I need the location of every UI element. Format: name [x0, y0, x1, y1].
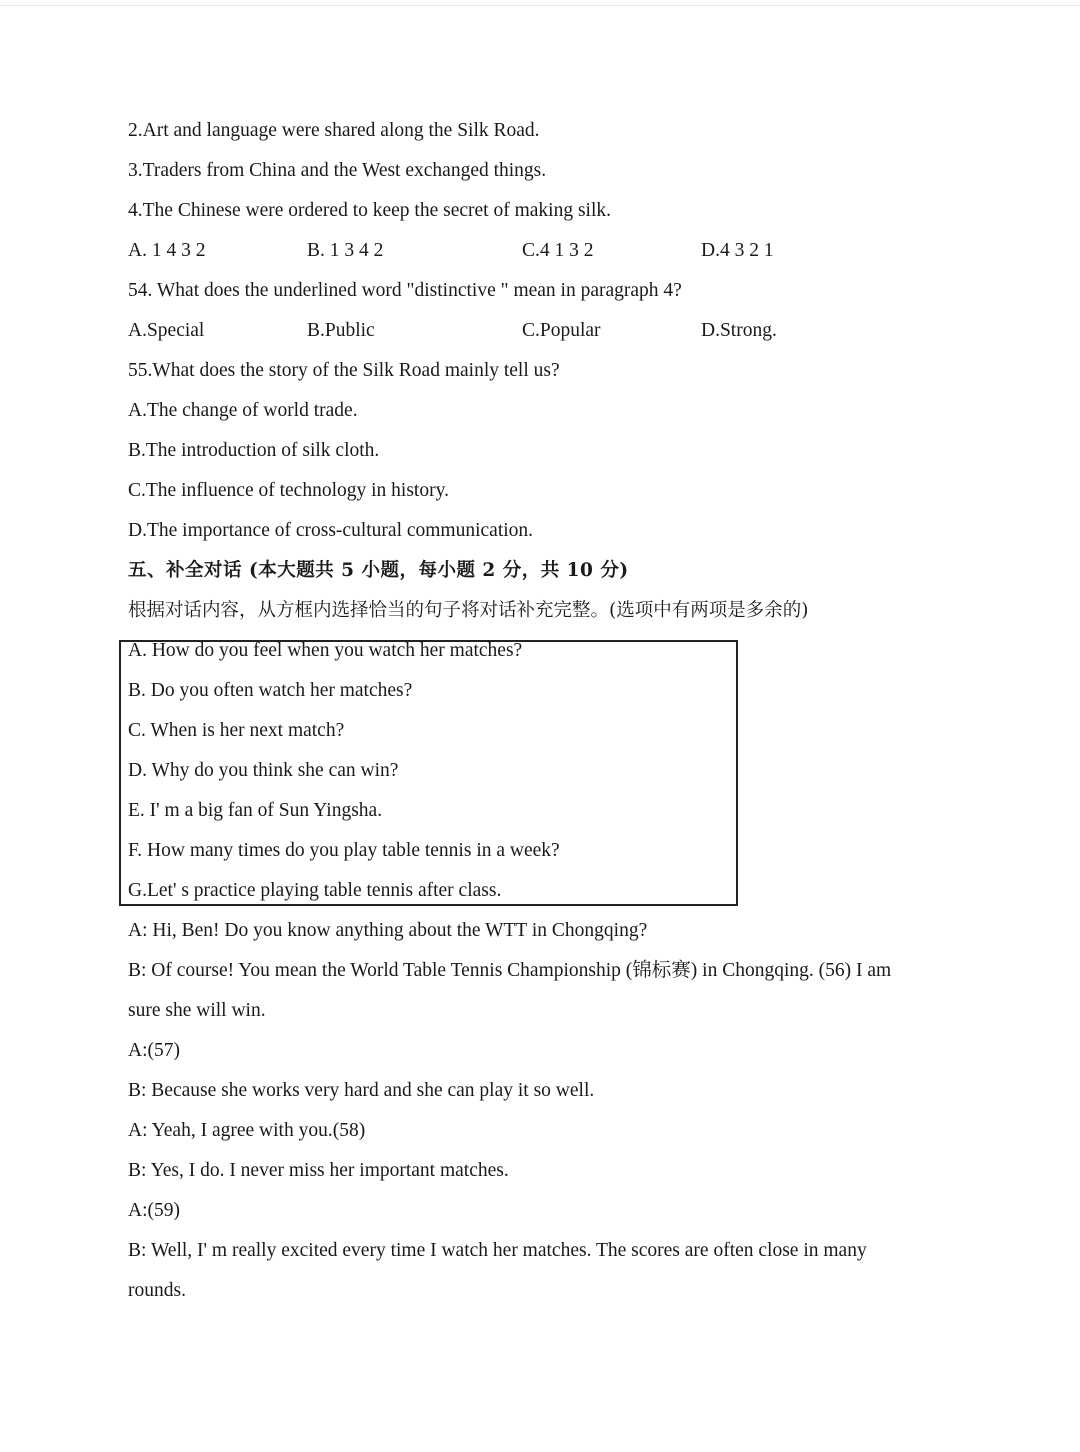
dialogue-line: B: Of course! You mean the World Table Tennis Championship (锦标赛) in Chongqing. (56) I am — [128, 960, 892, 981]
box-option-d: D. Why do you think she can win? — [128, 760, 399, 781]
box-option-a: A. How do you feel when you watch her matches? — [128, 640, 523, 661]
q53-option-a: A. 1 4 3 2 — [128, 240, 206, 261]
q54-option-d: D.Strong. — [701, 320, 777, 341]
box-option-f: F. How many times do you play table tennis in a week? — [128, 840, 560, 861]
q55-option-d: D.The importance of cross-cultural communication. — [128, 520, 534, 541]
q55-option-a: A.The change of world trade. — [128, 400, 358, 421]
dialogue-line: B: Well, I' m really excited every time I watch her matches. The scores are often close in many — [128, 1240, 867, 1261]
section-5-heading: 五、补全对话 (本大题共 5 小题，每小题 2 分，共 10 分) — [128, 560, 629, 581]
q55-option-b: B.The introduction of silk cloth. — [128, 440, 380, 461]
dialogue-line: B: Because she works very hard and she can play it so well. — [128, 1080, 595, 1101]
dialogue-line: B: Yes, I do. I never miss her important matches. — [128, 1160, 509, 1181]
box-option-g: G.Let' s practice playing table tennis after class. — [128, 880, 502, 901]
q54-option-a: A.Special — [128, 320, 205, 341]
q53-option-b: B. 1 3 4 2 — [307, 240, 384, 261]
q55-question: 55.What does the story of the Silk Road mainly tell us? — [128, 360, 560, 381]
q53-item-2: 2.Art and language were shared along the Silk Road. — [128, 120, 540, 141]
q54-option-b: B.Public — [307, 320, 375, 341]
dialogue-line: A: Hi, Ben! Do you know anything about the WTT in Chongqing? — [128, 920, 648, 941]
q53-item-3: 3.Traders from China and the West exchanged things. — [128, 160, 547, 181]
q54-option-c: C.Popular — [522, 320, 601, 341]
dialogue-line: sure she will win. — [128, 1000, 266, 1021]
dialogue-line: A:(57) — [128, 1040, 180, 1061]
box-option-c: C. When is her next match? — [128, 720, 345, 741]
q53-option-d: D.4 3 2 1 — [701, 240, 774, 261]
top-border — [0, 5, 1080, 6]
q53-item-4: 4.The Chinese were ordered to keep the secret of making silk. — [128, 200, 611, 221]
dialogue-line: rounds. — [128, 1280, 186, 1301]
box-option-e: E. I' m a big fan of Sun Yingsha. — [128, 800, 383, 821]
dialogue-line: A: Yeah, I agree with you.(58) — [128, 1120, 366, 1141]
dialogue-line: A:(59) — [128, 1200, 180, 1221]
q55-option-c: C.The influence of technology in history. — [128, 480, 449, 501]
box-option-b: B. Do you often watch her matches? — [128, 680, 413, 701]
section-5-instruction: 根据对话内容，从方框内选择恰当的句子将对话补充完整。(选项中有两项是多余的) — [128, 600, 809, 621]
q54-question: 54. What does the underlined word "distinctive " mean in paragraph 4? — [128, 280, 682, 301]
q53-option-c: C.4 1 3 2 — [522, 240, 594, 261]
